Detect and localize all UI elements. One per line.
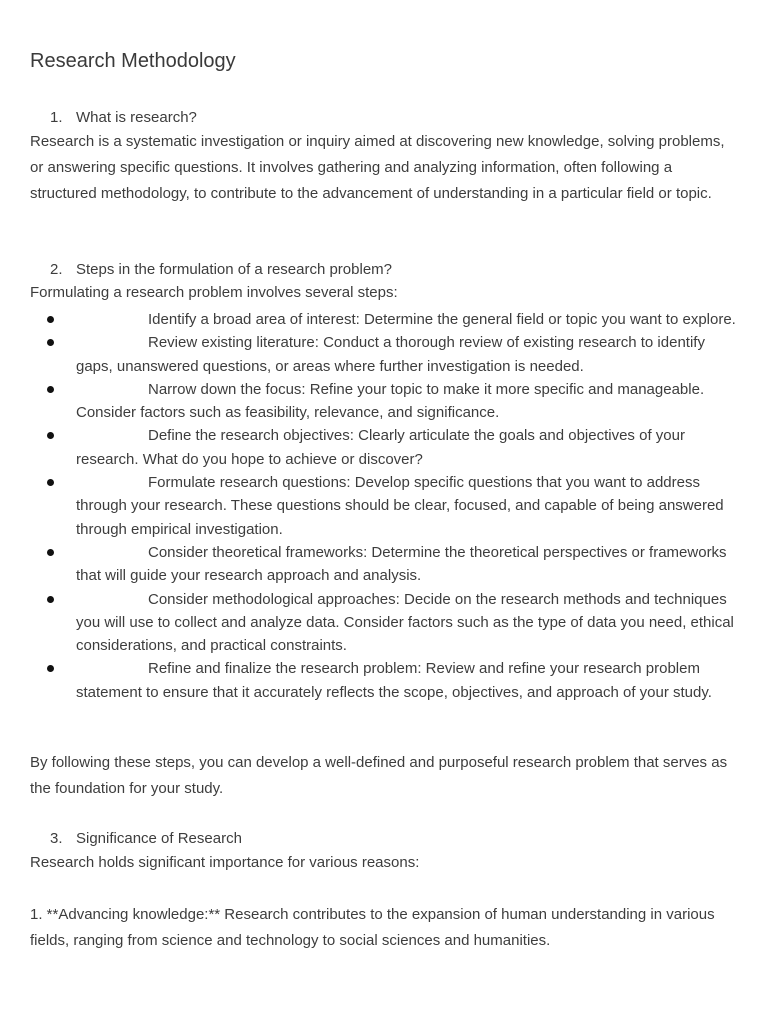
list-item [30,541,740,588]
section-1-body: Research is a systematic investigation or inquiry aimed at discovering new knowledge, solving problems, or answering specific questions. It involves gathering and analyzing information, often following a structured methodology, to contribute to the advancement of understanding in a particular field or topic. [30,133,725,202]
list-item-text: Define the research objectives: Clearly articulate the goals and objectives of your research. What do you hope to achieve or discover? [76,427,685,468]
list-item-text: Refine and finalize the research problem: Review and refine your research problem statement to ensure that it accurately reflects the scope, objectives, and approach of your study. [76,660,712,701]
list-item-text: Narrow down the focus: Refine your topic to make it more specific and manageable. Consider factors such as feasibility, relevance, and significance. [76,380,705,422]
list-item-text: Review existing literature: Conduct a thorough review of existing research to identify gaps, unanswered questions, or areas where further investigation is needed. [76,334,705,375]
section-2-heading [50,261,392,278]
section-3-number: 3. [50,830,63,847]
section-3-intro: Research holds significant importance for various reasons: [30,854,420,871]
page-title: Research Methodology [30,50,236,72]
section-2-number: 2. [50,261,63,278]
bullet-icon [47,339,54,346]
section-2-conclusion: By following these steps, you can develop a well-defined and purposeful research problem that serves as the foundation for your study. [30,754,728,797]
list-item [30,424,740,471]
section-3-heading [50,830,242,847]
section-3-title: Significance of Research [76,830,242,847]
list-item-text: Identify a broad area of interest: Determine the general field or topic you want to explore. [148,311,736,328]
list-item-text: Formulate research questions: Develop specific questions that you want to address through your research. These questions should be clear, focused, and capable of being answered through empirical investigation. [76,474,724,538]
section-3-point-1: 1. **Advancing knowledge:** Research contributes to the expansion of human understanding in various fields, ranging from science and technology to social sciences and humanities. [30,906,715,949]
bullet-icon [47,479,54,486]
bullet-icon [47,596,54,603]
list-item [30,588,740,658]
section-2-title: Steps in the formulation of a research problem? [76,261,393,278]
section-1-heading [50,109,197,126]
list-item [30,331,740,378]
bullet-icon [47,432,54,439]
list-item [30,308,740,331]
list-item [30,471,740,541]
bullet-icon [47,665,54,672]
section-2-intro: Formulating a research problem involves several steps: [30,284,398,301]
section-1-title: What is research? [76,109,197,126]
list-item [30,378,740,425]
steps-list [30,308,740,704]
bullet-icon [47,549,54,556]
list-item [30,657,740,704]
list-item-text: Consider theoretical frameworks: Determine the theoretical perspectives or frameworks that will guide your research approach and analysis. [76,543,727,585]
list-item-text: Consider methodological approaches: Decide on the research methods and techniques you will use to collect and analyze data. Consider factors such as the type of data you need, ethical considerations, and practical constraints. [76,590,734,655]
bullet-icon [47,386,54,393]
section-1-number: 1. [50,109,63,126]
bullet-icon [47,316,54,323]
